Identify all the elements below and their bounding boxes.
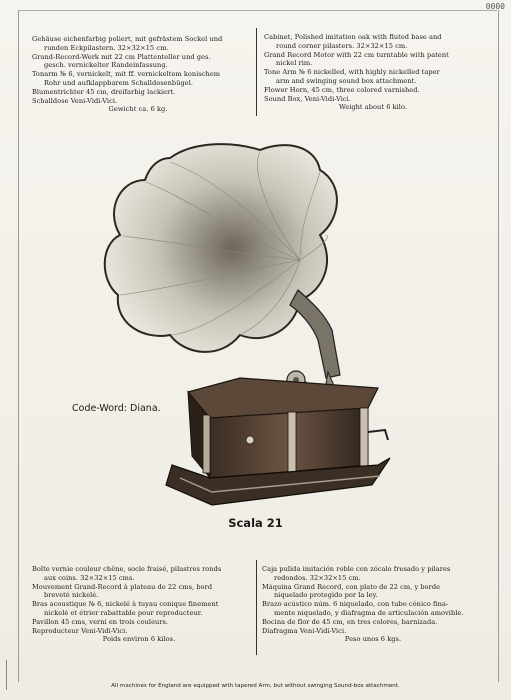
text-line: Máquina Grand Record, con plato de 22 cm, y borde — [262, 582, 441, 591]
text-line: Schalldose Veni-Vidi-Vici. — [32, 96, 118, 105]
text-line: nickelé et étrier rabattable pour reproducteur. — [44, 608, 203, 617]
top-rule — [18, 10, 497, 11]
horn-neck — [290, 290, 340, 378]
description-german — [32, 35, 244, 114]
text-line: aux coins. 32×32×15 cms. — [44, 573, 135, 582]
text-line: Boîte vernie couleur chêne, socle fraisé, pilastres ronds — [32, 565, 222, 573]
description-english — [264, 33, 482, 112]
model-title: Scala 21 — [228, 516, 283, 530]
weight-line: Peso unos 6 kgs. — [344, 635, 402, 644]
text-line: Grand Record Motor with 22 cm turntable with patent — [264, 50, 449, 59]
text-line: Flower Horn, 45 cm, three colored varnished. — [264, 85, 420, 94]
text-line: Rohr und aufklappbarem Schalldosenbügel. — [44, 78, 194, 87]
crank-handle — [368, 430, 388, 440]
text-line: Reproducteur Veni-Vidi-Vici. — [32, 626, 128, 635]
code-word-label: Code-Word: — [72, 403, 127, 414]
text-line: Cabinet, Polished imitation oak with fluted base and — [264, 33, 442, 41]
column-divider-bottom — [256, 560, 257, 655]
code-word-value: Diana. — [130, 403, 161, 414]
text-line: arm and swinging sound box attachment. — [276, 76, 417, 85]
text-line: round corner pilasters. 32×32×15 cm. — [276, 41, 408, 50]
weight-line: Weight about 6 kilo. — [338, 103, 408, 112]
description-french — [32, 565, 246, 644]
text-line: Sound Box, Veni-Vidi-Vici. — [264, 94, 351, 103]
code-word-caption — [72, 403, 161, 414]
gramophone-illustration — [100, 140, 400, 520]
text-line: runden Eckpilastern. 32×32×15 cm. — [44, 43, 169, 52]
footer-note: All machines for England are equipped with tapered Arm, but without swinging Sound-box attachment. — [111, 683, 400, 689]
text-line: Pavillon 45 cms, verni en trois couleurs. — [32, 617, 169, 626]
column-divider-top — [256, 28, 257, 116]
text-line: gesch. vernickelter Randeinfassung. — [44, 61, 168, 70]
corner-pilaster — [288, 412, 296, 472]
text-line: niquelado protegido por la ley. — [274, 591, 378, 600]
text-line: Bocina de flor de 45 cm, en tres colores, barnizada. — [262, 617, 438, 626]
text-line: Bras acoustique № 6, nickelé à tuyau conique finement — [32, 600, 219, 609]
text-line: Blumentrichter 45 cm, dreifarbig lackiert. — [32, 87, 176, 96]
text-line: Mouvement Grand-Record à plateau de 22 cms, bord — [32, 582, 213, 591]
weight-line: Poids environ 6 kilos. — [102, 635, 176, 644]
text-line: Tone Arm № 6 nickelled, with highly nickelled taper — [264, 68, 440, 77]
text-line: Caja pulida imitación roble con zócalo fresado y pilares — [262, 565, 451, 573]
text-line: Brazo acústico núm. 6 niquelado, con tubo cónico fina- — [262, 600, 449, 609]
description-spanish — [262, 565, 484, 644]
corner-mark: 0000 — [485, 2, 505, 11]
text-line: Tonarm № 6, vernickelt, mit ff. vernickeltem konischem — [32, 70, 221, 79]
text-line: Gehäuse eichenfarbig poliert, mit gefrästem Sockel und — [32, 35, 223, 43]
text-line: mente niquelado, y diafragma de articulación amovible. — [274, 608, 464, 617]
text-line: Diafragma Veni-Vidi-Vici. — [262, 626, 347, 635]
text-line: nickel rim. — [276, 59, 313, 68]
horn-bell — [105, 144, 337, 352]
text-line: redondos. 32×32×15 cm. — [274, 573, 361, 582]
text-line: breveté nickelé. — [44, 591, 99, 600]
weight-line: Gewicht ca. 6 kg. — [108, 105, 168, 114]
text-line: Grand-Record-Werk mit 22 cm Plattenteller und ges. — [32, 52, 211, 61]
